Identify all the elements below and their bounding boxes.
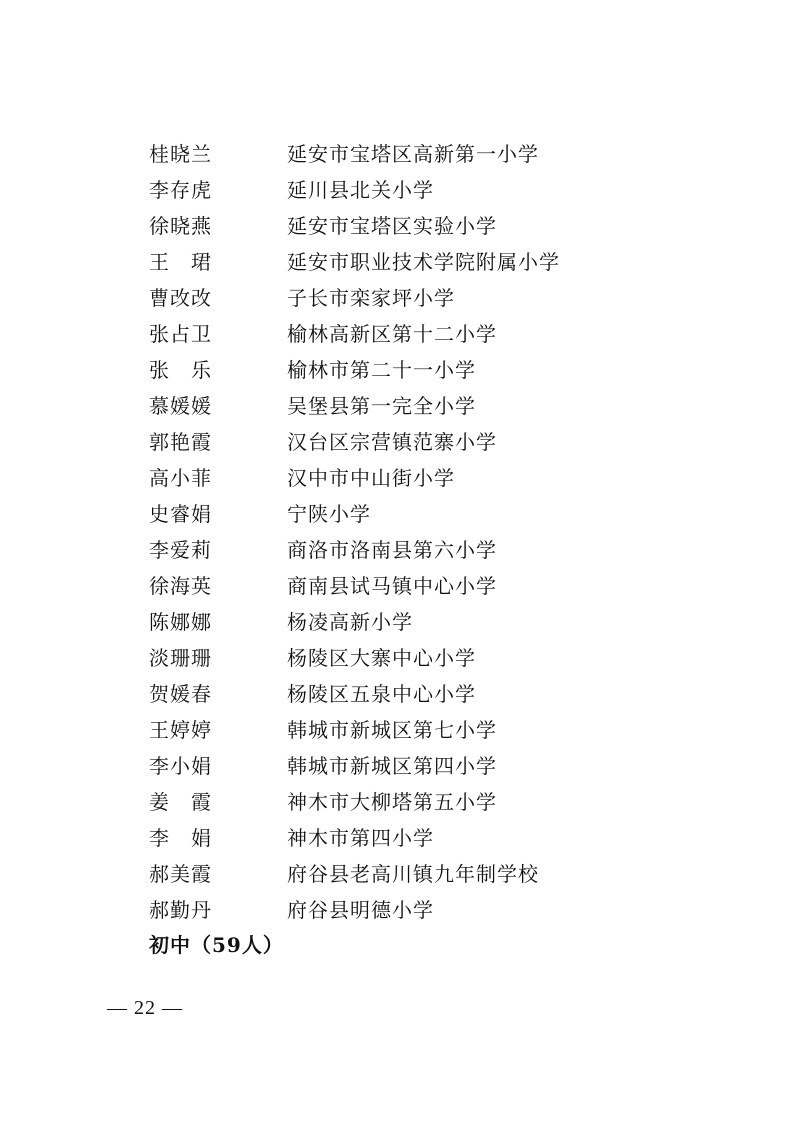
person-name: 陈娜娜 — [149, 610, 212, 634]
school-name: 延安市宝塔区高新第一小学 — [287, 142, 539, 166]
list-item — [149, 316, 709, 352]
school-name: 杨陵区大寨中心小学 — [287, 646, 476, 670]
person-name: 郝勤丹 — [149, 898, 212, 922]
school-name: 延安市职业技术学院附属小学 — [287, 250, 560, 274]
person-name: 张占卫 — [149, 322, 212, 346]
school-name: 汉中市中山街小学 — [287, 466, 455, 490]
person-name: 李小娟 — [149, 754, 212, 778]
list-item — [149, 496, 709, 532]
list-item — [149, 532, 709, 568]
person-name: 王婷婷 — [149, 718, 212, 742]
page-number: — 22 — — [107, 997, 183, 1019]
school-name: 子长市栾家坪小学 — [287, 286, 455, 310]
list-item — [149, 280, 709, 316]
list-item — [149, 784, 709, 820]
list-item — [149, 820, 709, 856]
list-item — [149, 892, 709, 928]
school-name: 府谷县老高川镇九年制学校 — [287, 862, 539, 886]
school-name: 商南县试马镇中心小学 — [287, 574, 497, 598]
school-name: 韩城市新城区第四小学 — [287, 754, 497, 778]
person-name: 慕媛媛 — [149, 394, 212, 418]
list-item — [149, 208, 709, 244]
list-item — [149, 388, 709, 424]
school-name: 宁陕小学 — [287, 502, 371, 526]
list-item — [149, 604, 709, 640]
person-name: 史睿娟 — [149, 502, 212, 526]
person-name: 曹改改 — [149, 286, 212, 310]
person-name: 桂晓兰 — [149, 142, 212, 166]
person-name: 贺媛春 — [149, 682, 212, 706]
school-name: 杨凌高新小学 — [287, 610, 413, 634]
school-name: 汉台区宗营镇范寨小学 — [287, 430, 497, 454]
school-name: 韩城市新城区第七小学 — [287, 718, 497, 742]
school-name: 延安市宝塔区实验小学 — [287, 214, 497, 238]
person-name: 李存虎 — [149, 178, 212, 202]
school-name: 延川县北关小学 — [287, 178, 434, 202]
list-item — [149, 424, 709, 460]
person-name: 淡珊珊 — [149, 646, 212, 670]
school-name: 吴堡县第一完全小学 — [287, 394, 476, 418]
list-item — [149, 460, 709, 496]
list-item — [149, 676, 709, 712]
person-name: 郝美霞 — [149, 862, 212, 886]
school-name: 杨陵区五泉中心小学 — [287, 682, 476, 706]
person-name: 张 乐 — [149, 358, 212, 382]
list-item — [149, 172, 709, 208]
school-name: 榆林高新区第十二小学 — [287, 322, 497, 346]
school-name: 府谷县明德小学 — [287, 898, 434, 922]
person-name: 姜 霞 — [149, 790, 212, 814]
person-name: 高小菲 — [149, 466, 212, 490]
school-name: 榆林市第二十一小学 — [287, 358, 476, 382]
person-name: 王 珺 — [149, 250, 212, 274]
list-item — [149, 748, 709, 784]
person-name: 徐晓燕 — [149, 214, 212, 238]
list-item — [149, 244, 709, 280]
award-list — [149, 136, 709, 928]
list-item — [149, 640, 709, 676]
person-name: 郭艳霞 — [149, 430, 212, 454]
list-item — [149, 712, 709, 748]
list-item — [149, 352, 709, 388]
person-name: 李爱莉 — [149, 538, 212, 562]
school-name: 商洛市洛南县第六小学 — [287, 538, 497, 562]
section-heading: 初中（59人） — [149, 933, 284, 957]
list-item — [149, 568, 709, 604]
list-item — [149, 856, 709, 892]
person-name: 徐海英 — [149, 574, 212, 598]
person-name: 李 娟 — [149, 826, 212, 850]
list-item — [149, 136, 709, 172]
school-name: 神木市第四小学 — [287, 826, 434, 850]
school-name: 神木市大柳塔第五小学 — [287, 790, 497, 814]
